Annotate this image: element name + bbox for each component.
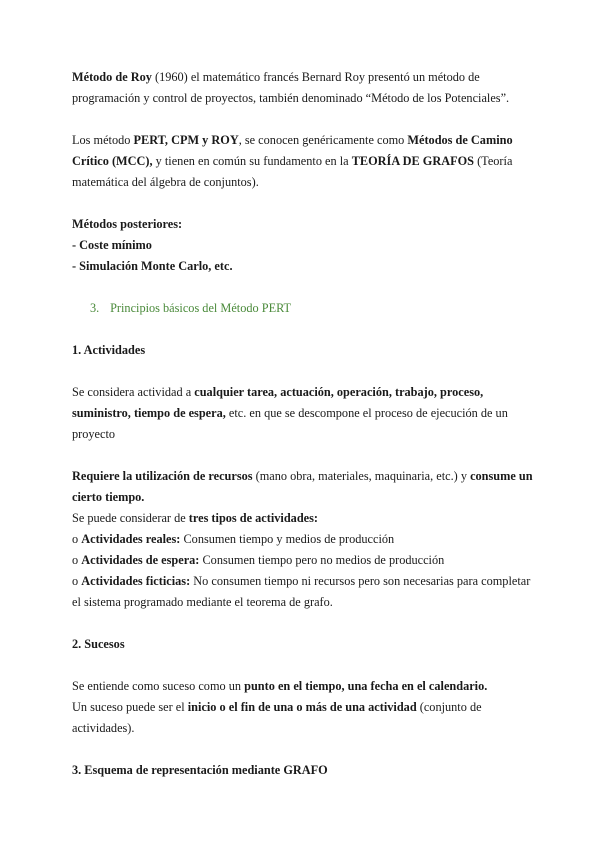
document-page (72, 67, 534, 781)
bold-term: Método de Roy (72, 70, 152, 84)
list-item: - Simulación Monte Carlo, etc. (72, 259, 233, 273)
list-item: o Actividades ficticias: No consumen tiempo ni recursos pero son necesarias para completar el sistema programado mediante el teorema de grafo. (72, 574, 531, 609)
paragraph-suceso-definicion: Se entiende como suceso como un punto en el tiempo, una fecha en el calendario. (72, 679, 488, 693)
bold-term: Métodos de Camino Crítico (MCC), (72, 133, 513, 168)
list-item: o Actividades reales: Consumen tiempo y medios de producción (72, 532, 395, 546)
paragraph-suceso-inicio-fin: Un suceso puede ser el inicio o el fin de una o más de una actividad (conjunto de actividades). (72, 700, 482, 735)
esquema-title: 3. Esquema de representación mediante GRAFO (72, 763, 328, 777)
paragraph-recursos: Requiere la utilización de recursos (mano obra, materiales, maquinaria, etc.) y consume un cierto tiempo. (72, 469, 533, 504)
sucesos-title: 2. Sucesos (72, 637, 125, 651)
list-item: - Coste mínimo (72, 238, 152, 252)
paragraph-tipos-intro: Se puede considerar de tres tipos de actividades: (72, 511, 319, 525)
bold-term: TEORÍA DE GRAFOS (351, 154, 474, 168)
paragraph-metodos-mcc: Los método PERT, CPM y ROY, se conocen genéricamente como Métodos de Camino Crítico (MCC), y tienen en común su fundamento en la TEORÍA DE GRAFOS (Teoría matemática del álgebra de conjuntos). (72, 133, 513, 189)
paragraph-metodo-roy: Método de Roy (1960) el matemático francés Bernard Roy presentó un método de programación y control de proyectos, también denominado “Método de los Potenciales”. (72, 70, 510, 105)
bold-term: PERT, CPM y ROY (133, 133, 239, 147)
metodos-posteriores-title: Métodos posteriores: (72, 217, 183, 231)
section-heading: 3. Principios básicos del Método PERT (90, 301, 292, 315)
actividades-title: 1. Actividades (72, 343, 146, 357)
paragraph-actividad-definicion: Se considera actividad a cualquier tarea, actuación, operación, trabajo, proceso, suministro, tiempo de espera, etc. en que se descompone el proceso de ejecución de un proyecto (72, 385, 508, 441)
list-item: o Actividades de espera: Consumen tiempo pero no medios de producción (72, 553, 445, 567)
